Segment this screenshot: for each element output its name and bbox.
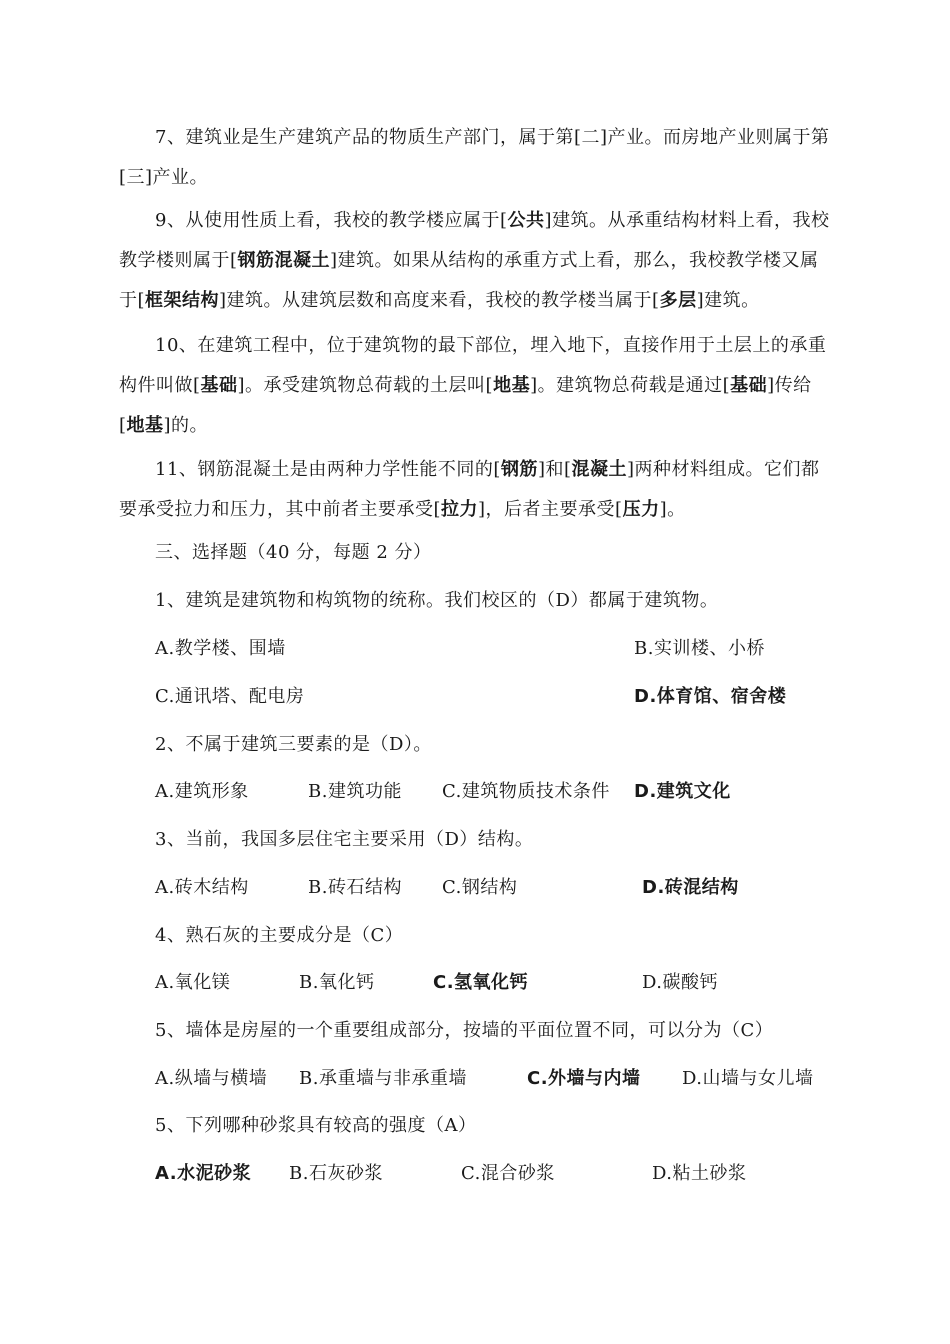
- option-c: C.通讯塔、配电房: [155, 686, 305, 707]
- answer-blank: 地基: [493, 375, 531, 396]
- answer-blank: 框架结构: [145, 290, 220, 311]
- text-segment: ]。: [659, 499, 686, 520]
- question-10: [119, 326, 831, 446]
- text-segment: ]。建筑物总荷载是通过[: [530, 375, 731, 396]
- option-a: A.砖木结构: [155, 877, 249, 898]
- answer-blank: 混凝土: [571, 459, 627, 480]
- text-segment: ]建筑。从建筑层数和高度来看，我校的教学楼当属于[: [219, 290, 660, 311]
- option-b: B.砖石结构: [308, 877, 402, 898]
- option-d-correct: D.建筑文化: [634, 781, 731, 802]
- option-c: C.钢结构: [442, 877, 518, 898]
- answer-blank: 公共: [507, 210, 545, 231]
- text-segment: 7、建筑业是生产建筑产品的物质生产部门，属于第[: [155, 127, 582, 148]
- option-d: D.粘土砂浆: [652, 1163, 747, 1184]
- answer-blank: 拉力: [441, 499, 479, 520]
- text-segment: ]的。: [163, 415, 209, 436]
- option-a-correct: A.水泥砂浆: [155, 1163, 252, 1184]
- text-segment: ]产业。: [145, 167, 209, 188]
- text-segment: 10、在建筑工程中，位于建筑物的最下部位，埋入地下，直接作用于土层上的承重构件叫做[: [119, 335, 827, 396]
- text-segment: ]产业。而房地产业则属于第[: [119, 127, 830, 188]
- option-c: C.建筑物质技术条件: [442, 781, 610, 802]
- question-stem: 1、建筑是建筑物和构筑物的统称。我们校区的（D）都属于建筑物。: [155, 590, 719, 611]
- answer-blank: 钢筋: [500, 459, 538, 480]
- answer-blank: 地基: [126, 415, 164, 436]
- option-b: B.建筑功能: [308, 781, 402, 802]
- answer-blank: 三: [126, 167, 146, 188]
- question-stem: 3、当前，我国多层住宅主要采用（D）结构。: [155, 829, 534, 850]
- question-stem: 4、熟石灰的主要成分是（C）: [155, 925, 404, 946]
- answer-blank: 钢筋混凝土: [237, 250, 331, 271]
- text-segment: ]建筑。从承重结构材料上看，我校教学楼则属于[: [119, 210, 830, 271]
- question-stem: 5、下列哪种砂浆具有较高的强度（A）: [155, 1115, 477, 1136]
- question-11: [119, 450, 831, 530]
- text-segment: ]传给[: [119, 375, 812, 436]
- option-c: C.混合砂浆: [461, 1163, 555, 1184]
- option-b: B.承重墙与非承重墙: [299, 1068, 467, 1089]
- option-c-correct: C.外墙与内墙: [527, 1068, 641, 1089]
- option-b: B.实训楼、小桥: [634, 638, 765, 659]
- option-d: D.碳酸钙: [642, 972, 719, 993]
- option-a: A.教学楼、围墙: [155, 638, 286, 659]
- option-d-correct: D.体育馆、宿舍楼: [634, 686, 787, 707]
- option-d: D.山墙与女儿墙: [682, 1068, 814, 1089]
- answer-blank: 基础: [730, 375, 768, 396]
- answer-blank: 基础: [200, 375, 238, 396]
- question-7: [119, 118, 831, 198]
- option-a: A.建筑形象: [155, 781, 249, 802]
- option-a: A.纵墙与横墙: [155, 1068, 268, 1089]
- option-d-correct: D.砖混结构: [642, 877, 739, 898]
- answer-blank: 多层: [659, 290, 697, 311]
- text-segment: ]两种材料组成。它们都要承受拉力和压力，其中前者主要承受[: [119, 459, 820, 520]
- answer-blank: 压力: [622, 499, 660, 520]
- question-stem: 5、墙体是房屋的一个重要组成部分，按墙的平面位置不同，可以分为（C）: [155, 1020, 774, 1041]
- text-segment: ]和[: [537, 459, 572, 480]
- option-b: B.氧化钙: [299, 972, 375, 993]
- text-segment: ]建筑。: [696, 290, 760, 311]
- section-title: 三、选择题（40 分，每题 2 分）: [155, 542, 432, 563]
- text-segment: 9、从使用性质上看，我校的教学楼应属于[: [155, 210, 508, 231]
- option-a: A.氧化镁: [155, 972, 231, 993]
- option-b: B.石灰砂浆: [289, 1163, 383, 1184]
- text-segment: 11、钢筋混凝土是由两种力学性能不同的[: [155, 459, 501, 480]
- question-9: [119, 201, 831, 321]
- text-segment: ]，后者主要承受[: [478, 499, 623, 520]
- option-c-correct: C.氢氧化钙: [433, 972, 529, 993]
- question-stem: 2、不属于建筑三要素的是（D）。: [155, 734, 432, 755]
- text-segment: ]建筑。如果从结构的承重方式上看，那么，我校教学楼又属于[: [119, 250, 819, 311]
- text-segment: ]。承受建筑物总荷载的土层叫[: [237, 375, 494, 396]
- answer-blank: 二: [581, 127, 600, 148]
